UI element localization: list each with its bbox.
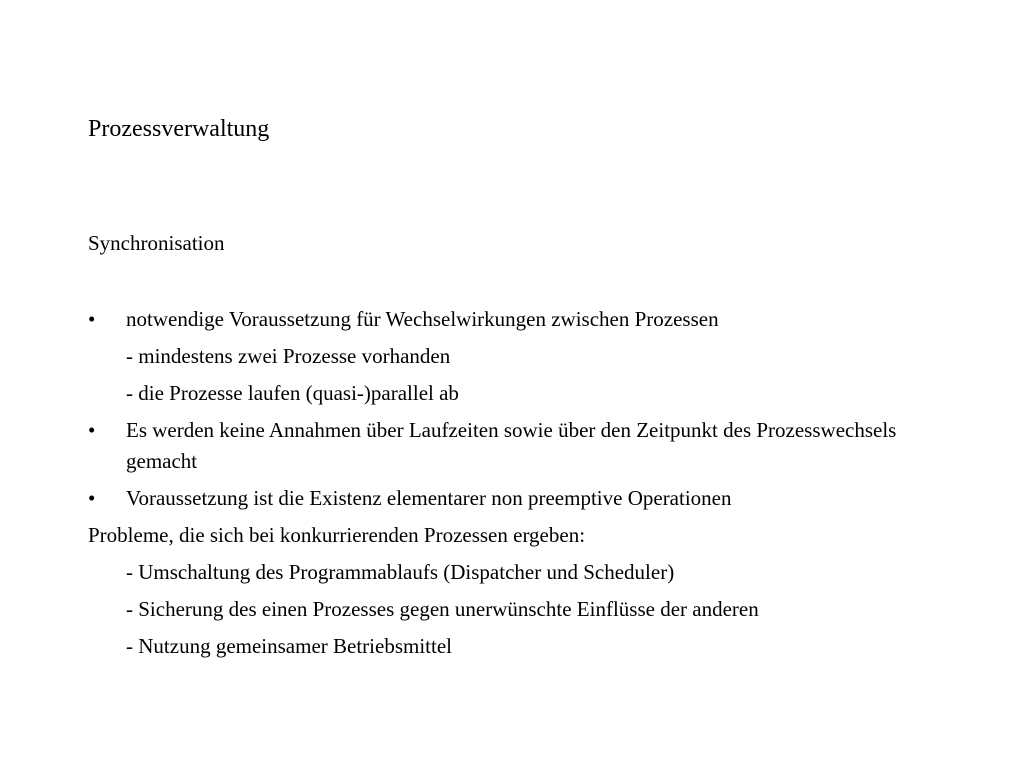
bullet-icon: • bbox=[88, 418, 96, 442]
list-subitem bbox=[88, 557, 948, 588]
slide-body bbox=[88, 304, 948, 668]
list-subitem-text: - Umschaltung des Programmablaufs (Dispatcher und Scheduler) bbox=[126, 560, 675, 584]
list-item bbox=[88, 304, 948, 335]
paragraph-text: Probleme, die sich bei konkurrierenden Prozessen ergeben: bbox=[88, 523, 586, 547]
list-item-text: Es werden keine Annahmen über Laufzeiten sowie über den Zeitpunkt des Prozesswechsels gemacht bbox=[126, 418, 897, 473]
list-subitem bbox=[88, 378, 948, 409]
list-subitem-text: - die Prozesse laufen (quasi-)parallel ab bbox=[126, 381, 459, 405]
list-subitem bbox=[88, 594, 948, 625]
paragraph bbox=[88, 520, 948, 551]
list-item-text: Voraussetzung ist die Existenz elementarer non preemptive Operationen bbox=[126, 486, 732, 510]
bullet-icon: • bbox=[88, 486, 96, 510]
list-item bbox=[88, 483, 948, 514]
list-item-text: notwendige Voraussetzung für Wechselwirkungen zwischen Prozessen bbox=[126, 307, 719, 331]
bullet-icon: • bbox=[88, 307, 96, 331]
list-item bbox=[88, 415, 948, 477]
list-subitem bbox=[88, 631, 948, 662]
list-subitem bbox=[88, 341, 948, 372]
list-subitem-text: - Sicherung des einen Prozesses gegen unerwünschte Einflüsse der anderen bbox=[126, 597, 759, 621]
list-subitem-text: - mindestens zwei Prozesse vorhanden bbox=[126, 344, 451, 368]
slide-subtitle: Synchronisation bbox=[88, 231, 225, 255]
list-subitem-text: - Nutzung gemeinsamer Betriebsmittel bbox=[126, 634, 452, 658]
slide-title: Prozessverwaltung bbox=[88, 116, 270, 142]
